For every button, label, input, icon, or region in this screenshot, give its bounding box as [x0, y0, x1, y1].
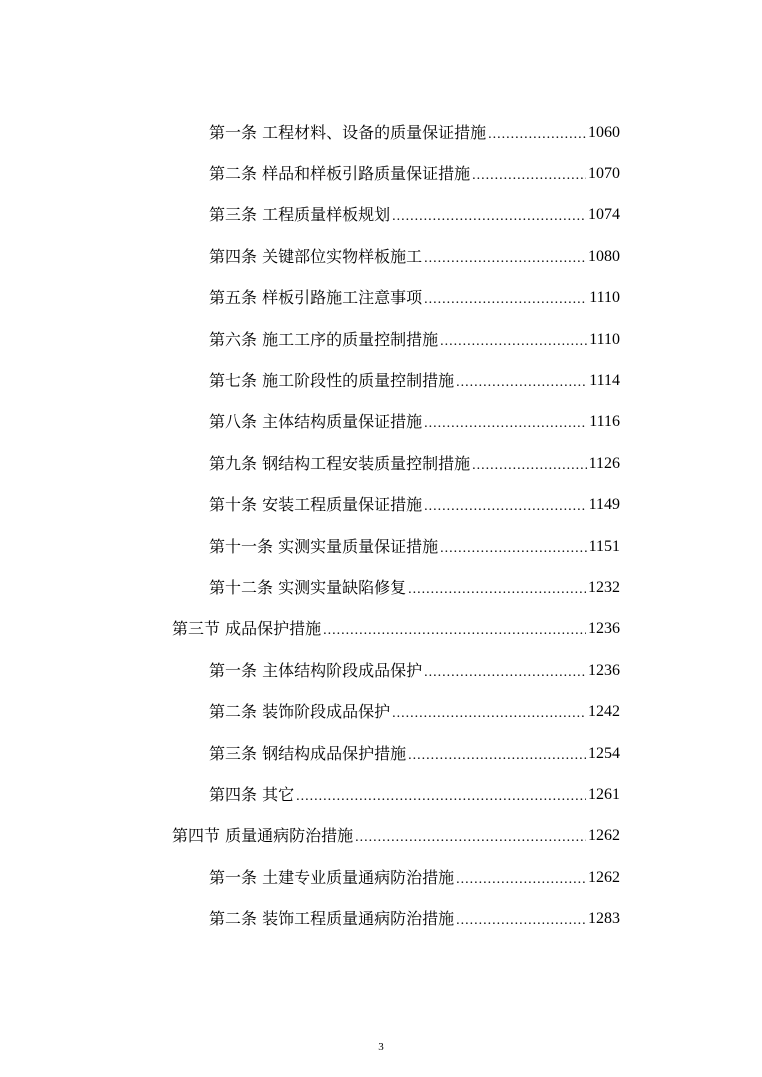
toc-entry[interactable]	[0, 236, 620, 277]
toc-leader-dots	[456, 914, 586, 928]
toc-section-entry[interactable]	[0, 816, 620, 857]
toc-entry-title: 第四条 关键部位实物样板施工	[209, 246, 423, 266]
toc-entry-title: 第七条 施工阶段性的质量控制措施	[209, 371, 455, 391]
toc-entry-page: 1232	[588, 578, 620, 596]
toc-leader-dots	[408, 583, 586, 597]
toc-entry-title: 第三条 钢结构成品保护措施	[209, 743, 407, 763]
toc-leader-dots	[296, 790, 586, 804]
toc-entry-title: 第一条 工程材料、设备的质量保证措施	[209, 122, 487, 142]
toc-entry-title: 第二条 装饰阶段成品保护	[209, 702, 391, 722]
toc-entry-title: 第六条 施工工序的质量控制措施	[209, 329, 439, 349]
toc-leader-dots	[456, 376, 587, 390]
toc-entry[interactable]	[0, 443, 620, 484]
toc-leader-dots	[408, 749, 586, 763]
toc-leader-dots	[424, 417, 587, 431]
toc-section-entry[interactable]	[0, 609, 620, 650]
toc-entry-title: 第二条 装饰工程质量通病防治措施	[209, 909, 455, 929]
table-of-contents	[0, 112, 762, 940]
toc-leader-dots	[440, 542, 587, 556]
toc-leader-dots	[323, 624, 586, 638]
toc-entry[interactable]	[0, 360, 620, 401]
toc-entry-page: 1116	[589, 413, 620, 431]
toc-entry[interactable]	[0, 650, 620, 691]
toc-entry-page: 1236	[588, 661, 620, 679]
toc-entry[interactable]	[0, 195, 620, 236]
toc-entry-title: 第九条 钢结构工程安装质量控制措施	[209, 453, 471, 473]
toc-entry[interactable]	[0, 485, 620, 526]
toc-leader-dots	[456, 873, 586, 887]
toc-entry[interactable]	[0, 319, 620, 360]
toc-entry-title: 第一条 主体结构阶段成品保护	[209, 660, 423, 680]
toc-entry[interactable]	[0, 278, 620, 319]
toc-leader-dots	[472, 459, 587, 473]
toc-entry-page: 1149	[588, 496, 620, 514]
toc-entry-page: 1074	[588, 206, 620, 224]
toc-entry-title: 第十二条 实测实量缺陷修复	[209, 577, 407, 597]
toc-entry-page: 1262	[588, 827, 620, 845]
toc-entry-title: 第四节 质量通病防治措施	[172, 826, 354, 846]
toc-leader-dots	[488, 128, 586, 142]
toc-entry[interactable]	[0, 774, 620, 815]
toc-entry[interactable]	[0, 402, 620, 443]
toc-entry[interactable]	[0, 112, 620, 153]
toc-entry-page: 1254	[588, 744, 620, 762]
toc-entry-page: 1261	[588, 785, 620, 803]
toc-entry-page: 1262	[588, 868, 620, 886]
page-number: 3	[378, 1041, 384, 1053]
toc-entry[interactable]	[0, 733, 620, 774]
toc-entry-title: 第十一条 实测实量质量保证措施	[209, 536, 439, 556]
toc-entry[interactable]	[0, 526, 620, 567]
toc-leader-dots	[355, 831, 586, 845]
toc-entry-page: 1126	[588, 454, 620, 472]
toc-entry[interactable]	[0, 691, 620, 732]
toc-entry[interactable]	[0, 153, 620, 194]
toc-entry-title: 第四条 其它	[209, 784, 295, 804]
toc-entry[interactable]	[0, 567, 620, 608]
toc-entry-page: 1110	[589, 330, 620, 348]
toc-entry-title: 第三条 工程质量样板规划	[209, 205, 391, 225]
toc-entry[interactable]	[0, 898, 620, 939]
toc-entry-page: 1151	[588, 537, 620, 555]
toc-entry-page: 1080	[588, 247, 620, 265]
toc-entry-page: 1070	[588, 165, 620, 183]
toc-entry-title: 第五条 样板引路施工注意事项	[209, 288, 423, 308]
toc-leader-dots	[424, 252, 586, 266]
toc-entry-title: 第一条 土建专业质量通病防治措施	[209, 867, 455, 887]
toc-entry-page: 1283	[588, 910, 620, 928]
toc-entry-page: 1110	[589, 289, 620, 307]
toc-leader-dots	[472, 169, 586, 183]
toc-entry[interactable]	[0, 857, 620, 898]
toc-entry-page: 1060	[588, 123, 620, 141]
toc-leader-dots	[424, 666, 586, 680]
toc-leader-dots	[392, 210, 586, 224]
toc-entry-title: 第二条 样品和样板引路质量保证措施	[209, 164, 471, 184]
toc-leader-dots	[392, 707, 586, 721]
toc-entry-title: 第三节 成品保护措施	[172, 619, 322, 639]
toc-leader-dots	[440, 335, 587, 349]
toc-entry-title: 第八条 主体结构质量保证措施	[209, 412, 423, 432]
toc-entry-page: 1114	[589, 372, 620, 390]
toc-leader-dots	[424, 500, 587, 514]
toc-leader-dots	[424, 293, 587, 307]
toc-entry-page: 1242	[588, 703, 620, 721]
toc-entry-page: 1236	[588, 620, 620, 638]
toc-entry-title: 第十条 安装工程质量保证措施	[209, 495, 423, 515]
